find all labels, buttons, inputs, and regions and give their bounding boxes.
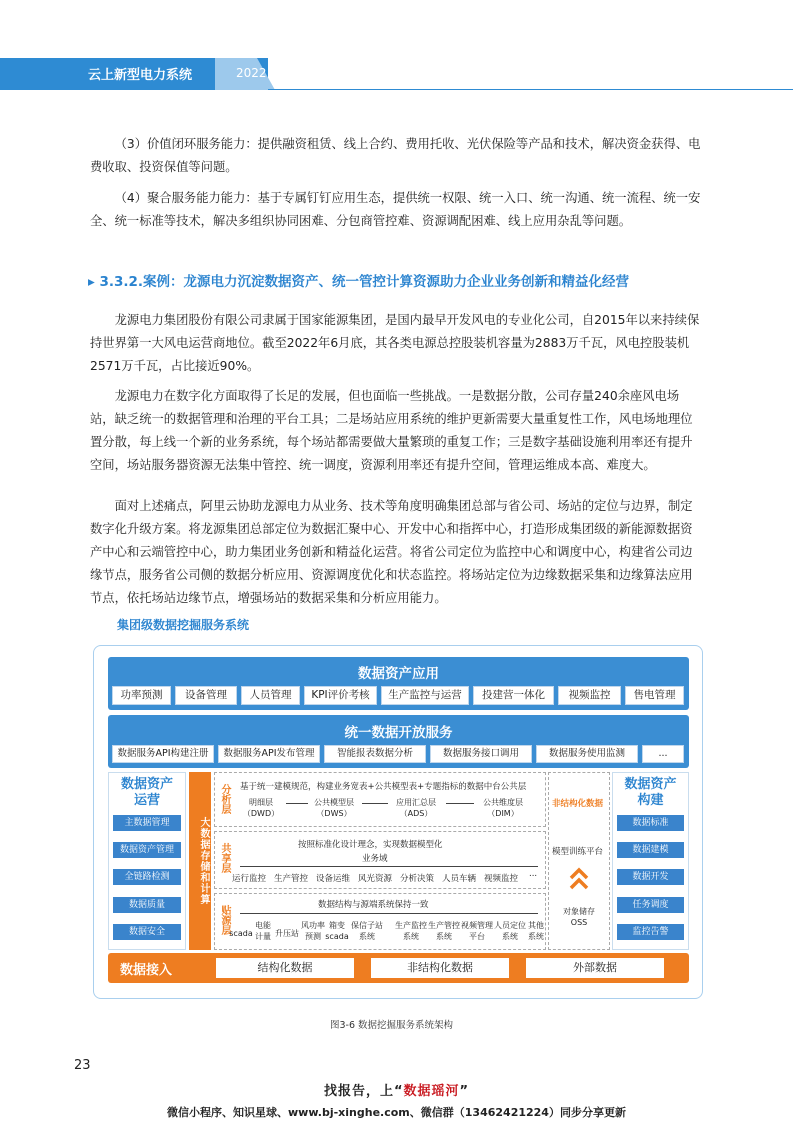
ops-item: 数据资产管理 — [113, 842, 181, 858]
source-item: 生产监控 系统 — [395, 921, 427, 941]
asset-app-item: 视频监控 — [558, 686, 621, 705]
page-number: 23 — [74, 1058, 91, 1073]
chevron-up-icon — [568, 866, 590, 892]
shared-domain-line — [240, 866, 538, 867]
build-title — [612, 777, 689, 809]
open-service-item: 数据服务API构建注册 — [112, 745, 214, 763]
analysis-desc: 基于统一建模规范，构建业务宽表+公共模型表+专题指标的数据中台公共层 — [240, 782, 527, 792]
build-title-line2: 构建 — [637, 793, 664, 808]
analysis-item-code: （DWD） — [242, 809, 280, 818]
open-service-item: 数据服务接口调用 — [430, 745, 532, 763]
open-service-item: 智能报表数据分析 — [324, 745, 426, 763]
ops-title — [108, 777, 186, 809]
object-storage-oss: OSS — [570, 918, 588, 927]
footer-promo — [0, 1080, 793, 1099]
shared-item: 设备运维 — [316, 874, 351, 884]
analysis-item — [236, 797, 286, 819]
ingest-label: 数据接入 — [120, 963, 173, 978]
asset-app-item: 生产监控与运营 — [381, 686, 469, 705]
source-item: 箱变 scada — [325, 921, 349, 941]
build-item: 监控告警 — [617, 924, 684, 940]
header-rule — [268, 89, 793, 90]
shared-domain: 业务域 — [362, 854, 388, 864]
open-service-title: 统一数据开放服务 — [344, 725, 453, 741]
source-line — [240, 913, 538, 914]
asset-app-item: 人员管理 — [241, 686, 300, 705]
open-service-item: ... — [642, 745, 684, 763]
analysis-item-name: 公共模型层 — [314, 798, 354, 807]
source-item: 保信子站 系统 — [351, 921, 383, 941]
analysis-layer-label: 分析层 — [219, 784, 230, 814]
open-service-item: 数据服务使用监测 — [536, 745, 638, 763]
footer-promo-pre: 找报告，上“ — [323, 1084, 404, 1099]
asset-app-title: 数据资产应用 — [358, 666, 439, 682]
source-item: 其他 系统 — [528, 921, 544, 941]
arrow-icon — [446, 803, 474, 804]
source-item: 生产管控 系统 — [428, 921, 460, 941]
ingest-item: 非结构化数据 — [371, 958, 509, 978]
asset-app-item: 售电管理 — [625, 686, 684, 705]
paragraph-company: 龙源电力集团股份有限公司隶属于国家能源集团，是国内最早开发风电的专业化公司，自2015年以来持续保持世界第一大风电运营商地位。截至2022年6月底，其各类电源总控股装机容量为2883万千瓦，风电控股装机2571万千瓦，占比接近90%。 — [90, 313, 700, 373]
source-layer-label: 贴源层 — [219, 905, 230, 935]
figure-caption: 图3-6 数据挖掘服务系统架构 — [330, 1020, 454, 1031]
figure-title: 集团级数据挖掘服务系统 — [117, 618, 250, 632]
source-item: scada — [229, 929, 253, 938]
shared-layer-label: 共享层 — [219, 843, 230, 873]
shared-item: 人员车辆 — [442, 874, 477, 884]
model-train-platform: 模型训练平台 — [552, 847, 604, 857]
analysis-item — [474, 797, 532, 819]
header-title: 云上新型电力系统 — [88, 68, 193, 83]
header-year: 2022 — [236, 66, 267, 80]
footer-channels: 微信小程序、知识星球、www.bj-xinghe.com、微信群（13462421224）同步分享更新 — [167, 1106, 626, 1119]
ops-title-line1: 数据资产 — [120, 777, 173, 792]
shared-item: 分析决策 — [400, 874, 435, 884]
analysis-item — [306, 797, 362, 819]
analysis-item-code: （DIM） — [487, 809, 519, 818]
arrow-icon — [286, 803, 308, 804]
shared-item: 风光资源 — [358, 874, 393, 884]
build-item: 数据开发 — [617, 869, 684, 885]
source-item: 人员定位 系统 — [494, 921, 526, 941]
build-title-line1: 数据资产 — [624, 777, 677, 792]
asset-app-item: 投建营一体化 — [473, 686, 554, 705]
ingest-item: 外部数据 — [526, 958, 664, 978]
source-item: 风功率 预测 — [301, 921, 325, 941]
build-item: 数据标准 — [617, 815, 684, 831]
analysis-item — [388, 797, 444, 819]
object-storage-label: 对象储存 — [563, 907, 595, 916]
unstructured-title: 非结构化数据 — [552, 799, 604, 809]
ops-item: 全链路检测 — [113, 869, 181, 885]
paragraph-aggregation: （4）聚合服务能力能力：基于专属钉钉应用生态，提供统一权限、统一入口、统一沟通、统一流程、统一安全、统一标准等技术，解决多组织协同困难、分包商管控难、资源调配困难、线上应用杂乱等问题。 — [90, 191, 701, 228]
shared-item: ... — [529, 869, 538, 879]
paragraph-solution: 面对上述痛点，阿里云协助龙源电力从业务、技术等角度明确集团总部与省公司、场站的定位与边界，制定数字化升级方案。将龙源集团总部定位为数据汇聚中心、开发中心和指挥中心，打造形成集团级的新能源数据资产中心和云端管控中心，助力集团业务创新和精益化运营。将省公司定位为监控中心和调度中心，构建省公司边缘节点，服务省公司侧的数据分析应用、资源调度优化和状态监控。将场站定位为边缘数据采集和边缘算法应用节点，依托场站边缘节点，增强场站的数据采集和分析应用能力。 — [90, 499, 693, 605]
source-item: 视频管理 平台 — [461, 921, 493, 941]
build-item: 数据建模 — [617, 842, 684, 858]
asset-app-item: 功率预测 — [112, 686, 171, 705]
shared-item: 生产管控 — [274, 874, 309, 884]
shared-desc: 按照标准化设计理念，实现数据模型化 — [298, 840, 443, 850]
shared-item: 运行监控 — [232, 874, 267, 884]
source-item: 电能 计量 — [255, 921, 271, 941]
build-item: 任务调度 — [617, 897, 684, 913]
source-item: 升压站 — [275, 929, 299, 938]
ingest-item: 结构化数据 — [216, 958, 354, 978]
section-heading: ▸ 3.3.2.案例：龙源电力沉淀数据资产、统一管控计算资源助力企业业务创新和精益化经营 — [88, 274, 630, 290]
analysis-item-name: 明细层 — [249, 798, 273, 807]
analysis-item-name: 公共维度层 — [483, 798, 523, 807]
storage-compute-bar: 大数据存储和计算 — [189, 772, 211, 950]
asset-app-item: KPI评价考核 — [304, 686, 377, 705]
ops-item: 数据质量 — [113, 897, 181, 913]
ops-title-line2: 运营 — [133, 793, 160, 808]
footer-brand: 数据瑶河 — [403, 1084, 460, 1099]
analysis-item-code: （ADS） — [399, 809, 433, 818]
paragraph-value-loop: （3）价值闭环服务能力：提供融资租赁、线上合约、费用托收、光伏保险等产品和技术，解决资金获得、电费收取、投资保值等问题。 — [90, 137, 701, 174]
footer-promo-post: ” — [459, 1084, 470, 1099]
arrow-icon — [362, 803, 388, 804]
analysis-item-code: （DWS） — [316, 809, 352, 818]
asset-app-item: 设备管理 — [175, 686, 237, 705]
shared-item: 视频监控 — [484, 874, 519, 884]
ops-item: 主数据管理 — [113, 815, 181, 831]
analysis-item-name: 应用汇总层 — [396, 798, 436, 807]
object-storage — [552, 906, 606, 928]
source-desc: 数据结构与源端系统保持一致 — [318, 900, 429, 910]
ops-item: 数据安全 — [113, 924, 181, 940]
paragraph-challenges: 龙源电力在数字化方面取得了长足的发展，但也面临一些挑战。一是数据分散，公司存量240余座风电场站，缺乏统一的数据管理和治理的平台工具；二是场站应用系统的维护更新需要大量重复性工作，风电场地理位置分散，每上线一个新的业务系统，每个场站都需要做大量繁琐的重复工作；三是数字基础设施利用率还有提升空间，场站服务器资源无法集中管控、统一调度，资源利用率还有提升空间，管理运维成本高、难度大。 — [90, 389, 693, 472]
open-service-item: 数据服务API发布管理 — [218, 745, 320, 763]
